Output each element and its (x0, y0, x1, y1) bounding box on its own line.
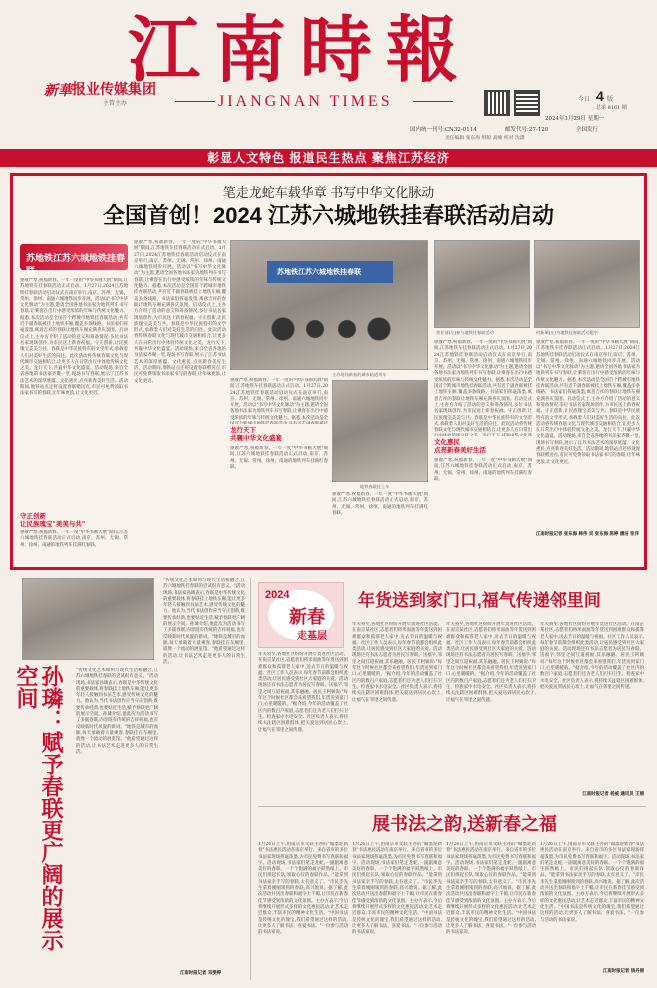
lead-photo-right-2 (534, 240, 640, 328)
post-code: 邮发代号:27-120 (505, 127, 549, 133)
article2-photo (22, 578, 154, 660)
article2-byline: 江南时报记者 邓雯婷 (180, 971, 222, 976)
lead-kicker: 笔走龙蛇车载华章 书写中华文化脉动 (222, 185, 435, 200)
column-divider (250, 578, 251, 980)
article2-text: "传统文化艺术如何与现代生活相融合,江苏六城地铁挂春联的尝试很有意义。"活动现场,书法家孙璘表示,春联是中华传统文化的重要载体,将春联挂上地铁车厢,能让更多年轻人接触到书法艺术,感受传统文化的魅力。他认为,当代书法创作应当守正创新,既要传承经典,也要贴近生活,赋予春联更广阔的展示空间。孙璘介绍,他此次为活动书写了多副春联,内容既有传统的吉祥祝福,也有反映新时代风貌的新词。"地铁是城市的血脉,每天承载着大量乘客,春联挂在车厢里,就像一个流动的展览馆。"他希望通过这样的活动,让书法艺术走进更多人的日常生活。 (76, 668, 158, 755)
badge-year: 2024 (265, 589, 290, 601)
spring-badge-icon (258, 582, 344, 648)
lead-col2-text: 驱散严寒,祝福新春。一年一度的"中华书画大展"期间,江苏地铁车挂春联活动正式启动。1月27日,2024江苏地铁挂春联活动启动仪式在南京举行,南京、苏州、无锡、常州、徐州、南通六城地铁同步开展。活动以"书写中华文化脉动"为主题,邀请全国各地书法家为地铁列车书写春联,让乘客在出行中感受浓浓的年味与传统文化魅力。据悉,本次活动是全国首个跨城市地铁挂春联活动,共有近千副春联被挂上地铁车厢,覆盖多条线路。书法家们挥毫泼墨,寓意吉祥的春联让地铁车厢充满喜庆氛围。启动仪式上,主办方介绍了活动的意义和筹备情况,多位书法名家现场创作,为市民送上新春祝福。守正创新,让民族瑰宝美美与共。春联是中华民族特有的文学形式,承载着人们对美好生活的向往。此次活动将传统春联文化与现代城市交通相结合,让更多人在日常出行中体验传统文化之美。龙行天下,共襄中华文化盛宴。活动现场,来自全省各地的书法家齐聚一堂,现场书写春联,展示了江苏书法艺术的深厚底蕴。文化惠民,点亮新春美好生活。活动期间,地铁站点还将设置春联赠送点,市民可免费领取书法家书写的春联,让年味更浓,让文化更近。 (134, 240, 226, 384)
lead-main-photo (230, 240, 428, 370)
lead-col4-text-b: 驱散严寒,祝福新春。一年一度"中华书画大展"期间,江苏六城地铁挂春联活动正式启动,南京、苏州、无锡、常州、徐州、南通的地铁列车挂满红春联。 (434, 458, 532, 482)
article3-byline: 江南时报记者 杨威 通讯员 王丽 (582, 792, 644, 797)
article4-col4: 1月26日上午,由南京市文联主办的"翰墨迎新春"书法惠民活动在南京举行。来自省市的多位书法家现场挥毫泼墨,为市民免费书写春联和福字。活动现场,书法家们笔走龙蛇,一副副寓意美好的春联、一个个饱满的福字跃然纸上。市民们排起长队,领取心仪的春联作品。"能拿到书法家亲手写的春联,太有意义了。"市民李先生拿着刚刚领到的春联,高兴地说。据了解,此次活动共送出春联和福字上千幅,让市民在新春佳节感受到浓浓的文化氛围。主办方表示,今后将继续开展形式多样的文化惠民活动,让艺术走近群众,丰富市民的精神文化生活。"中国书法是传统文化的瑰宝,我们希望通过这样的活动,让更多人了解书法、喜爱书法。"一位参与活动的书法家说。 (540, 842, 644, 923)
qr-code-icon (514, 90, 540, 116)
lead-photo-right-1-caption: 营业部(左)参与地铁挂春联活动 (436, 330, 494, 335)
masthead-title-en: JIANGNAN TIMES (218, 93, 393, 110)
lead-col3-text-b: 驱散严寒,祝福新春。一年一度"中华书画大展"期间,江苏六城地铁挂春联活动正式启动,南京、苏州、无锡、常州、徐州、南通的地铁列车挂满红春联。 (230, 446, 328, 470)
lead-col1-subhead: 守正创新 让民族瑰宝"美美与共" (20, 512, 86, 528)
lead-main-photo-caption: 主办现场新春的城市轨道列车 (332, 372, 387, 377)
lead-col1-text: 驱散严寒,祝福新春。一年一度的"中华书画大展"期间,江苏地铁车挂春联活动正式启动。1月27日,2024江苏地铁挂春联活动启动仪式在南京举行,南京、苏州、无锡、常州、徐州、南通六城地铁同步开展。活动以"书写中华文化脉动"为主题,邀请全国各地书法家为地铁列车书写春联,让乘客在出行中感受浓浓的年味与传统文化魅力。据悉,本次活动是全国首个跨城市地铁挂春联活动,共有近千副春联被挂上地铁车厢,覆盖多条线路。书法家们挥毫泼墨,寓意吉祥的春联让地铁车厢充满喜庆氛围。启动仪式上,主办方介绍了活动的意义和筹备情况,多位书法名家现场创作,为市民送上新春祝福。守正创新,让民族瑰宝美美与共。春联是中华民族特有的文学形式,承载着人们对美好生活的向往。此次活动将传统春联文化与现代城市交通相结合,让更多人在日常出行中体验传统文化之美。龙行天下,共襄中华文化盛宴。活动现场,来自全省各地的书法家齐聚一堂,现场书写春联,展示了江苏书法艺术的深厚底蕴。文化惠民,点亮新春美好生活。活动期间,地铁站点还将设置春联赠送点,市民可免费领取书法家书写的春联,让年味更浓,让文化更近。 (20, 278, 128, 397)
lead-headline: 全国首创！2024 江苏六城地铁挂春联活动启动 (102, 203, 555, 228)
banner-board-text: 苏地铁江苏六城地铁挂春联 (277, 267, 361, 276)
article3-col3: 年关将至,各地社区纷纷开展年货进社区活动。在南京某社区,志愿者们将米面油等年货送到困难群众和孤寡老人家中,送去节日的温暖与祝福。社区工作人员表示,每年春节前都会组织此类活动,让居民感受到社区大家庭的关爱。活动现场还有书法志愿者为居民写春联、送福字,邻里之间互道祝福,其乐融融。居民王阿姨说:"每年这个时候社区都会来看望我们,年货送到家门口,心里暖暖的。"据介绍,今年的活动覆盖了社区内的数百户家庭,志愿者们还为老人们打扫卫生、检查家中水电安全。社区负责人表示,将持续关注辖区困难群体,把关爱送到居民心坎上,让福气在邻里之间传递。 (446, 622, 536, 703)
section-divider (258, 806, 646, 807)
editors-credit: 责任编辑 张东海 组版 高峻 校对 沈潇 (445, 136, 525, 141)
masthead-rule-right (413, 101, 453, 102)
lead-byline: 江南时报记者 张东海 韩伟 吴 张东海 陈婷 潘洁 张洋 (536, 532, 639, 537)
lead-photo-mid (332, 380, 428, 482)
lead-col3-text: 驱散严寒,祝福新春。一年一度的"中华书画大展"期间,江苏地铁车挂春联活动正式启动。1月27日,2024江苏地铁挂春联活动启动仪式在南京举行,南京、苏州、无锡、常州、徐州、南通六城地铁同步开展。活动以"书写中华文化脉动"为主题,邀请全国各地书法家为地铁列车书写春联,让乘客在出行中感受浓浓的年味与传统文化魅力。据悉,本次活动是全 (230, 378, 328, 421)
badge-sub: 走基层 (297, 631, 327, 642)
people-silhouette (251, 301, 411, 370)
banner-text: 苏地铁江苏六城地铁挂春联 (26, 253, 126, 276)
lead-col3-subhead: 龙行天下 共襄中华文化盛宴 (230, 426, 282, 442)
lead-col3b-text: 驱散严寒,祝福新春。一年一度"中华书画大展"期间,江苏六城地铁挂春联活动正式启动,南京、苏州、无锡、常州、徐州、南通的地铁列车挂满红春联。 (332, 492, 428, 516)
group-name: 报业传媒集团 (72, 81, 156, 97)
issue-pages-unit: 版 (607, 96, 614, 103)
slogan-text: 彰显人文特色 报道民生热点 聚焦江苏经济 (207, 151, 450, 165)
issue-pages: 4 (596, 88, 604, 104)
article2-text-b: "传统文化艺术如何与现代生活相融合,江苏六城地铁挂春联的尝试很有意义。"活动现场,书法家孙璘表示,春联是中华传统文化的重要载体,将春联挂上地铁车厢,能让更多年轻人接触到书法艺术,感受传统文化的魅力。他认为,当代书法创作应当守正创新,既要传承经典,也要贴近生活,赋予春联更广阔的展示空间。孙璘介绍,他此次为活动书写了多副春联,内容既有传统的吉祥祝福,也有反映新时代风貌的新词。"地铁是城市的血脉,每天承载着大量乘客,春联挂在车厢里,就像一个流动的展览馆。"他希望通过这样的活动,让书法艺术走进更多人的日常生活。 (163, 578, 245, 665)
group-sub: 主管主办 (103, 100, 128, 107)
article4-headline: 展书法之韵,送新春之福 (372, 814, 557, 834)
article4-col2: 1月26日上午,由南京市文联主办的"翰墨迎新春"书法惠民活动在南京举行。来自省市的多位书法家现场挥毫泼墨,为市民免费书写春联和福字。活动现场,书法家们笔走龙蛇,一副副寓意美好的春联、一个个饱满的福字跃然纸上。市民们排起长队,领取心仪的春联作品。"能拿到书法家亲手写的春联,太有意义了。"市民李先生拿着刚刚领到的春联,高兴地说。据了解,此次活动共送出春联和福字上千幅,让市民在新春佳节感受到浓浓的文化氛围。主办方表示,今后将继续开展形式多样的文化惠民活动,让艺术走近群众,丰富市民的精神文化生活。"中国书法是传统文化的瑰宝,我们希望通过这样的活动,让更多人了解书法、喜爱书法。"一位参与活动的书法家说。 (352, 842, 442, 936)
article3-col1: 年关将至,各地社区纷纷开展年货进社区活动。在南京某社区,志愿者们将米面油等年货送到困难群众和孤寡老人家中,送去节日的温暖与祝福。社区工作人员表示,每年春节前都会组织此类活动,让居民感受到社区大家庭的关爱。活动现场还有书法志愿者为居民写春联、送福字,邻里之间互道祝福,其乐融融。居民王阿姨说:"每年这个时候社区都会来看望我们,年货送到家门口,心里暖暖的。"据介绍,今年的活动覆盖了社区内的数百户家庭,志愿者们还为老人们打扫卫生、检查家中水电安全。社区负责人表示,将持续关注辖区困难群体,把关爱送到居民心坎上,让福气在邻里之间传递。 (258, 652, 348, 733)
distribution: 全国发行 (576, 127, 599, 133)
article2-vertical-title: 孙璘：赋予春联更广阔的展示空间 (14, 665, 64, 951)
masthead-title: 江南時報 (128, 7, 473, 92)
lead-col4-subhead: 文化惠民 点亮新春美好生活 (434, 438, 486, 454)
masthead (0, 0, 657, 148)
lead-photo-mid-caption: 地铁春联挂上车 (360, 484, 390, 489)
masthead-rule-left (175, 101, 215, 102)
article4-byline: 江南时报记者 钱丹丽 (602, 969, 644, 974)
lead-col1-text-b: 驱散严寒,祝福新春。一年一度"中华书画大展"期间,江苏六城地铁挂春联活动正式启动,南京、苏州、无锡、常州、徐州、南通的地铁列车挂满红春联。 (20, 530, 128, 548)
cn-number: 国内统一刊号:CN32-0114 (410, 127, 477, 133)
article4-col3: 1月26日上午,由南京市文联主办的"翰墨迎新春"书法惠民活动在南京举行。来自省市的多位书法家现场挥毫泼墨,为市民免费书写春联和福字。活动现场,书法家们笔走龙蛇,一副副寓意美好的春联、一个个饱满的福字跃然纸上。市民们排起长队,领取心仪的春联作品。"能拿到书法家亲手写的春联,太有意义了。"市民李先生拿着刚刚领到的春联,高兴地说。据了解,此次活动共送出春联和福字上千幅,让市民在新春佳节感受到浓浓的文化氛围。主办方表示,今后将继续开展形式多样的文化惠民活动,让艺术走近群众,丰富市民的精神文化生活。"中国书法是传统文化的瑰宝,我们希望通过这样的活动,让更多人了解书法、喜爱书法。"一位参与活动的书法家说。 (446, 842, 536, 936)
article3-col4: 年关将至,各地社区纷纷开展年货进社区活动。在南京某社区,志愿者们将米面油等年货送到困难群众和孤寡老人家中,送去节日的温暖与祝福。社区工作人员表示,每年春节前都会组织此类活动,让居民感受到社区大家庭的关爱。活动现场还有书法志愿者为居民写春联、送福字,邻里之间互道祝福,其乐融融。居民王阿姨说:"每年这个时候社区都会来看望我们,年货送到家门口,心里暖暖的。"据介绍,今年的活动覆盖了社区内的数百户家庭,志愿者们还为老人们打扫卫生、检查家中水电安全。社区负责人表示,将持续关注辖区困难群体,把关爱送到居民心坎上,让福气在邻里之间传递。 (540, 622, 644, 690)
lead-intro-banner (20, 240, 128, 276)
xinhua-logo-icon: 新華 (44, 83, 72, 99)
qr-code-icon (484, 90, 510, 116)
badge-spring: 新春 (289, 607, 325, 628)
lead-col5-text: 驱散严寒,祝福新春。一年一度的"中华书画大展"期间,江苏地铁车挂春联活动正式启动。1月27日,2024江苏地铁挂春联活动启动仪式在南京举行,南京、苏州、无锡、常州、徐州、南通六城地铁同步开展。活动以"书写中华文化脉动"为主题,邀请全国各地书法家为地铁列车书写春联,让乘客在出行中感受浓浓的年味与传统文化魅力。据悉,本次活动是全国首个跨城市地铁挂春联活动,共有近千副春联被挂上地铁车厢,覆盖多条线路。书法家们挥毫泼墨,寓意吉祥的春联让地铁车厢充满喜庆氛围。启动仪式上,主办方介绍了活动的意义和筹备情况,多位书法名家现场创作,为市民送上新春祝福。守正创新,让民族瑰宝美美与共。春联是中华民族特有的文学形式,承载着人们对美好生活的向往。此次活动将传统春联文化与现代城市交通相结合,让更多人在日常出行中体验传统文化之美。龙行天下,共襄中华文化盛宴。活动现场,来自全省各地的书法家齐聚一堂,现场书写春联,展示了江苏书法艺术的深厚底蕴。文化惠民,点亮新春美好生活。活动期间,地铁站点还将设置春联赠送点,市民可免费领取书法家书写的春联,让年味更浓,让文化更近。 (536, 340, 640, 465)
issue-date: 2024年1月29日 星期一 (545, 116, 605, 122)
article3-col2: 年关将至,各地社区纷纷开展年货进社区活动。在南京某社区,志愿者们将米面油等年货送到困难群众和孤寡老人家中,送去节日的温暖与祝福。社区工作人员表示,每年春节前都会组织此类活动,让居民感受到社区大家庭的关爱。活动现场还有书法志愿者为居民写春联、送福字,邻里之间互道祝福,其乐融融。居民王阿姨说:"每年这个时候社区都会来看望我们,年货送到家门口,心里暖暖的。"据介绍,今年的活动覆盖了社区内的数百户家庭,志愿者们还为老人们打扫卫生、检查家中水电安全。社区负责人表示,将持续关注辖区困难群体,把关爱送到居民心坎上,让福气在邻里之间传递。 (352, 622, 442, 703)
issue-label: 今日 (578, 96, 591, 103)
lead-col4-text: 驱散严寒,祝福新春。一年一度的"中华书画大展"期间,江苏地铁车挂春联活动正式启动。1月27日,2024江苏地铁挂春联活动启动仪式在南京举行,南京、苏州、无锡、常州、徐州、南通六城地铁同步开展。活动以"书写中华文化脉动"为主题,邀请全国各地书法家为地铁列车书写春联,让乘客在出行中感受浓浓的年味与传统文化魅力。据悉,本次活动是全国首个跨城市地铁挂春联活动,共有近千副春联被挂上地铁车厢,覆盖多条线路。书法家们挥毫泼墨,寓意吉祥的春联让地铁车厢充满喜庆氛围。启动仪式上,主办方介绍了活动的意义和筹备情况,多位书法名家现场创作,为市民送上新春祝福。守正创新,让民族瑰宝美美与共。春联是中华民族特有的文学形式,承载着人们对美好生活的向往。此次活动将传统春联文化与现代城市交通相结合,让更多人在日常出 (434, 340, 532, 434)
article3-headline: 年货送到家门口,福气传递邻里间 (358, 591, 601, 610)
lead-photo-right-1 (434, 240, 530, 328)
issue-number: 总第 8161 期 (596, 105, 627, 111)
article4-col1: 1月26日上午,由南京市文联主办的"翰墨迎新春"书法惠民活动在南京举行。来自省市的多位书法家现场挥毫泼墨,为市民免费书写春联和福字。活动现场,书法家们笔走龙蛇,一副副寓意美好的春联、一个个饱满的福字跃然纸上。市民们排起长队,领取心仪的春联作品。"能拿到书法家亲手写的春联,太有意义了。"市民李先生拿着刚刚领到的春联,高兴地说。据了解,此次活动共送出春联和福字上千幅,让市民在新春佳节感受到浓浓的文化氛围。主办方表示,今后将继续开展形式多样的文化惠民活动,让艺术走近群众,丰富市民的精神文化生活。"中国书法是传统文化的瑰宝,我们希望通过这样的活动,让更多人了解书法、喜爱书法。"一位参与活动的书法家说。 (258, 842, 348, 936)
lead-photo-right-2-caption: 何新瑞(左)为地铁挂春联活动题字 (536, 330, 598, 335)
